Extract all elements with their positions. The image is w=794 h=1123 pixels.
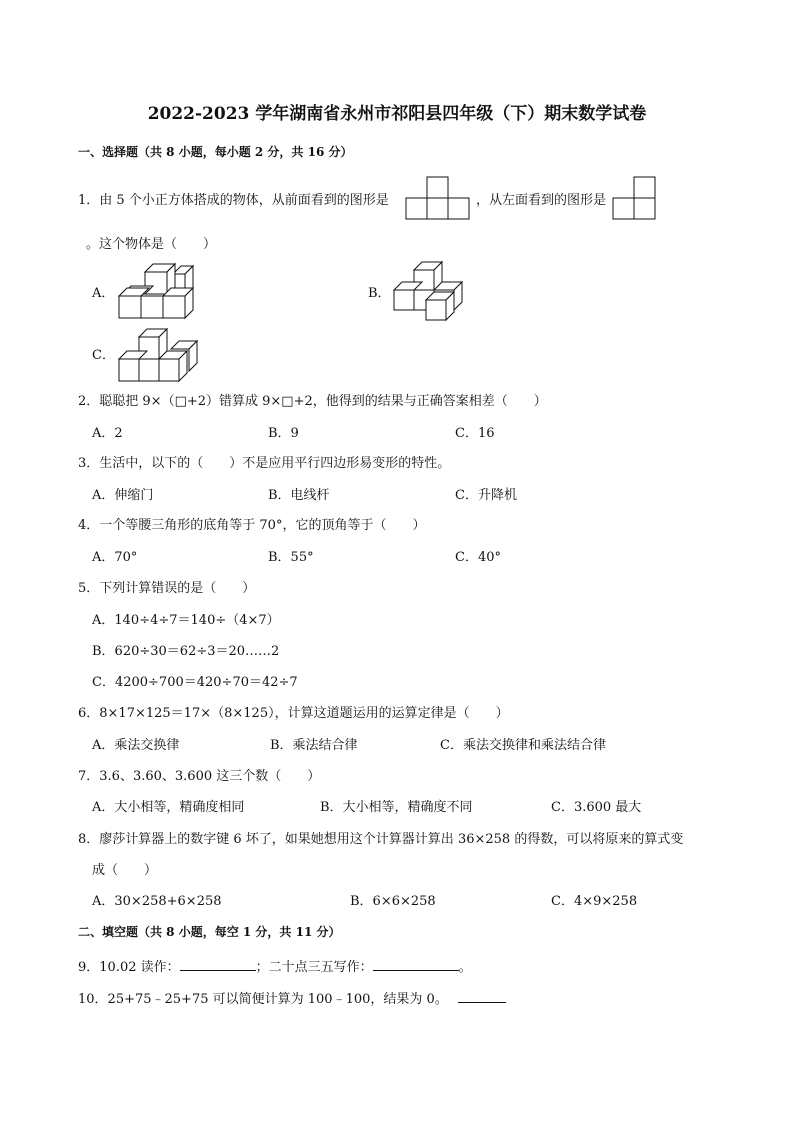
q2-option-b: B．9 (268, 426, 299, 441)
q5-text: 5．下列计算错误的是（ ） (78, 581, 256, 596)
option-c-cubes-figure (115, 327, 199, 383)
q1-option-b-label: B． (368, 286, 391, 301)
q6-option-b: B．乘法结合律 (270, 738, 358, 753)
front-view-figure (405, 176, 471, 220)
q7-text: 7．3.6、3.60、3.600 这三个数（ ） (78, 769, 321, 784)
q9-part1: 9．10.02 读作： (78, 960, 180, 975)
q7-option-b: B．大小相等，精确度不同 (320, 800, 473, 815)
q8-option-c: C．4×9×258 (551, 894, 638, 909)
q8-text-line2: 成（ ） (92, 863, 158, 878)
q1-text-b: ，从左面看到的图形是 (476, 193, 607, 208)
q8-option-b: B．6×6×258 (350, 894, 436, 909)
q7-option-c: C．3.600 最大 (551, 800, 642, 815)
q6-option-a: A．乘法交换律 (92, 738, 180, 753)
q9-line (78, 958, 472, 974)
q5-option-a: A．140÷4÷7＝140÷（4×7） (92, 613, 280, 628)
q6-option-c: C．乘法交换律和乘法结合律 (440, 738, 606, 753)
q9-blank-1[interactable] (180, 958, 256, 971)
q5-option-c: C．4200÷700＝420÷70＝42÷7 (92, 675, 298, 690)
q10-text: 10．25+75﹣25+75 可以简便计算为 100﹣100，结果为 0。 (78, 992, 448, 1007)
q4-option-b: B．55° (268, 550, 314, 565)
left-view-figure (612, 176, 656, 220)
q1-text-c: 。这个物体是（ ） (86, 237, 217, 252)
q2-option-c: C．16 (455, 426, 495, 441)
option-a-cubes-figure (115, 260, 197, 322)
q2-option-a: A．2 (92, 426, 123, 441)
section-choice-heading: 一、选择题（共 8 小题，每小题 2 分，共 16 分） (78, 145, 353, 159)
q9-part3: 。 (458, 960, 472, 975)
q3-option-b: B．电线杆 (268, 488, 330, 503)
q1-option-c-label: C． (92, 348, 115, 363)
q3-text: 3．生活中，以下的（ ）不是应用平行四边形易变形的特性。 (78, 456, 451, 471)
q9-blank-2[interactable] (373, 958, 459, 971)
q8-text-line1: 8．廖莎计算器上的数字键 6 坏了，如果她想用这个计算器计算出 36×258 的得数，可以将原来的算式变 (78, 832, 684, 847)
q1-option-a-label: A． (92, 286, 115, 301)
q4-option-a: A．70° (92, 550, 138, 565)
q3-option-c: C．升降机 (455, 488, 517, 503)
q4-option-c: C．40° (455, 550, 501, 565)
q7-option-a: A．大小相等，精确度相同 (92, 800, 245, 815)
page-title: 2022-2023 学年湖南省永州市祁阳县四年级（下）期末数学试卷 (147, 104, 647, 124)
q10-answer-blank[interactable] (458, 990, 506, 1003)
q6-text: 6．8×17×125＝17×（8×125），计算这道题运用的运算定律是（ ） (78, 706, 509, 721)
q10-line (78, 990, 506, 1006)
section-fill-heading: 二、填空题（共 8 小题，每空 1 分，共 11 分） (78, 925, 341, 939)
q9-part2: ；二十点三五写作： (255, 960, 373, 975)
option-b-cubes-figure (390, 260, 464, 322)
q4-text: 4．一个等腰三角形的底角等于 70°，它的顶角等于（ ） (78, 518, 426, 533)
q3-option-a: A．伸缩门 (92, 488, 154, 503)
q2-text: 2．聪聪把 9×（□+2）错算成 9×□+2，他得到的结果与正确答案相差（ ） (78, 394, 547, 409)
q5-option-b: B．620÷30＝62÷3＝20……2 (92, 644, 280, 659)
q8-option-a: A．30×258+6×258 (92, 894, 222, 909)
q1-text-a: 1．由 5 个小正方体搭成的物体，从前面看到的图形是 (78, 193, 389, 208)
